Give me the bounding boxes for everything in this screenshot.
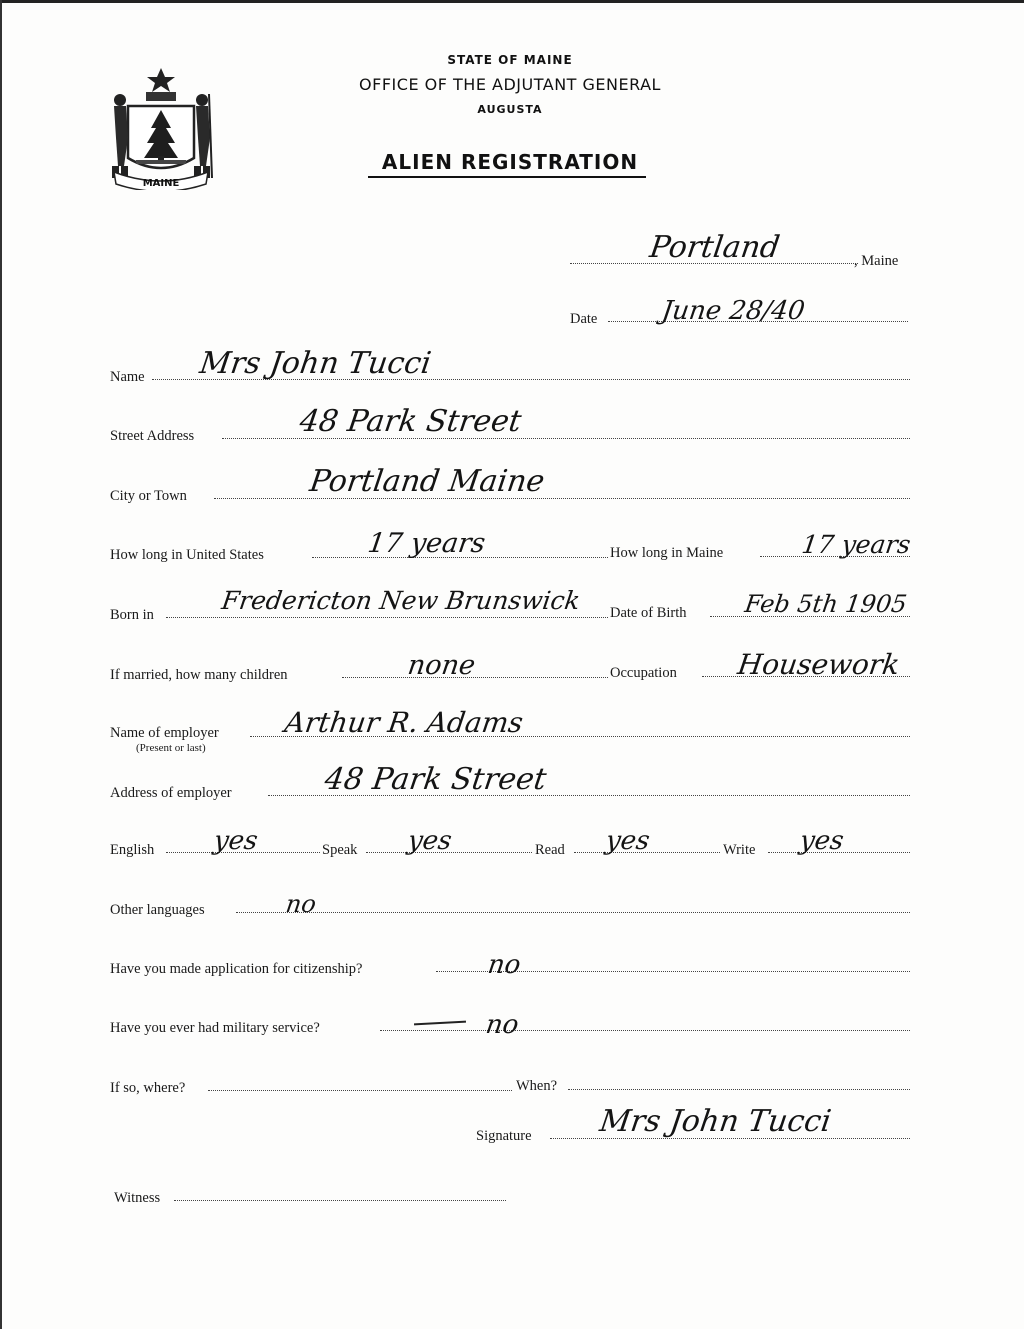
employer-label: Name of employer [110,725,219,741]
employer-value: Arthur R. Adams [282,706,526,739]
english-label: English [110,842,155,858]
citizenship-value: no [485,950,523,980]
citizenship-label: Have you made application for citizenship? [110,961,363,977]
how-long-us-label: How long in United States [110,547,264,563]
scan-border-left [0,0,2,1329]
maine-state-seal [106,66,216,190]
other-languages-value: no [284,890,318,918]
write-value: yes [797,826,846,856]
write-label: Write [723,842,756,858]
signature-value: Mrs John Tucci [597,1104,834,1139]
military-label: Have you ever had military service? [110,1020,320,1036]
read-label: Read [535,842,565,858]
employer-address-value: 48 Park Street [322,762,549,797]
maine-label: , Maine [854,253,899,269]
date-label: Date [570,311,598,327]
date-of-birth-value: Feb 5th 1905 [743,590,909,618]
born-in-line [166,617,608,618]
city-label: City or Town [110,488,187,504]
speak-label: Speak [322,842,358,858]
street-address-label: Street Address [110,428,195,444]
english-value: yes [211,826,260,856]
employer-address-label: Address of employer [110,785,232,801]
how-long-maine-value: 17 years [799,530,913,559]
military-value: no [483,1010,521,1040]
speak-value: yes [405,826,454,856]
scan-border-top [0,0,1024,3]
children-value: none [405,650,478,681]
when-label: When? [516,1078,558,1094]
date-of-birth-label: Date of Birth [610,605,687,621]
witness-line [174,1200,506,1201]
header-office: OFFICE OF THE ADJUTANT GENERAL [359,75,661,94]
where-line [208,1090,512,1091]
header-state: STATE OF MAINE [447,53,573,67]
children-line [342,677,608,678]
born-in-label: Born in [110,607,154,623]
how-long-us-value: 17 years [365,528,488,559]
how-long-maine-label: How long in Maine [610,545,724,561]
title-underline [368,176,646,178]
seal-text: MAINE [142,178,180,189]
read-value: yes [603,826,652,856]
date-value: June 28/40 [659,296,807,326]
other-languages-line [236,912,910,913]
where-label: If so, where? [110,1080,186,1096]
witness-label: Witness [114,1190,161,1206]
occupation-label: Occupation [610,665,677,681]
city-value: Portland Maine [307,464,547,499]
name-label: Name [110,369,145,385]
street-address-value: 48 Park Street [297,404,524,439]
other-languages-label: Other languages [110,902,205,918]
military-line [380,1030,910,1031]
name-value: Mrs John Tucci [197,346,434,381]
born-in-value: Fredericton New Brunswick [219,586,582,615]
military-dash-mark [414,1021,466,1026]
place-value: Portland [647,230,782,265]
header-city: AUGUSTA [477,103,543,116]
signature-label: Signature [476,1128,532,1144]
children-label: If married, how many children [110,667,288,683]
employer-note: (Present or last) [136,742,206,754]
occupation-value: Housework [735,648,902,681]
when-line [568,1089,910,1090]
form-title: ALIEN REGISTRATION [381,150,639,174]
